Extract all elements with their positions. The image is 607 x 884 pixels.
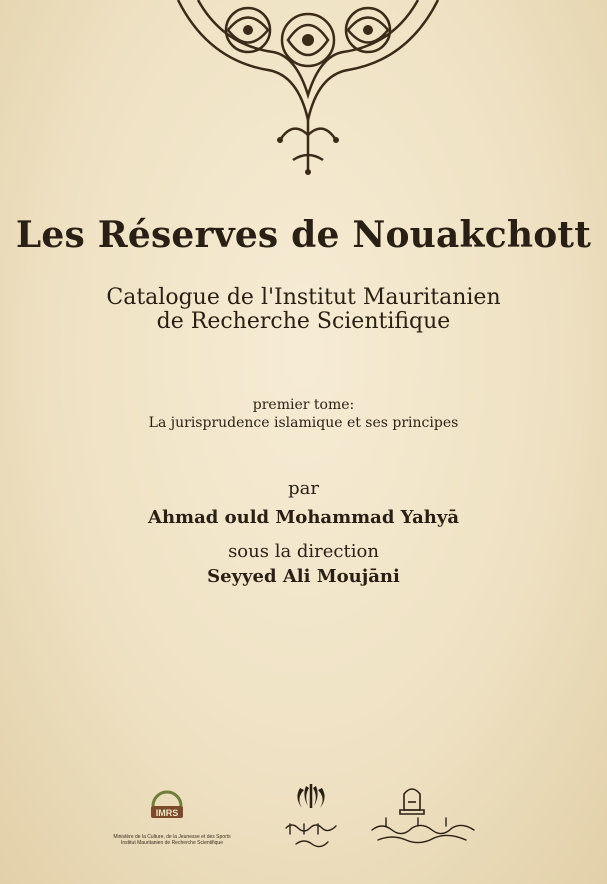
volume-info [0,396,607,432]
by-label: par [288,478,319,499]
imrs-caption-line-1: Ministère de la Culture, de la Jeunesse et des Sports [113,834,231,840]
volume-topic: La jurisprudence islamique et ses principes [148,415,459,431]
subtitle-line-1: Catalogue de l'Institut Mauritanien [106,285,501,310]
library-logo-icon [368,782,478,854]
imrs-logo [92,784,252,844]
document-subtitle [0,286,607,334]
ornament-icon [168,0,448,180]
direction-label: sous la direction [228,541,379,562]
svg-text:IMRS: IMRS [155,808,179,818]
document-title: Les Réserves de Nouakchott [15,214,592,256]
imrs-caption [92,834,252,846]
imrs-caption-line-2: Institut Mauritanien de Recherche Scientifique [120,840,223,846]
imrs-logo-icon [147,784,187,824]
author-name: Ahmad ould Mohammad Yahyā [147,507,459,528]
volume-label: premier tome: [252,397,355,413]
iran-emblem-icon [282,778,340,858]
subtitle-line-2: de Recherche Scientifique [156,309,451,334]
director-name: Seyyed Ali Moujāni [207,566,400,587]
